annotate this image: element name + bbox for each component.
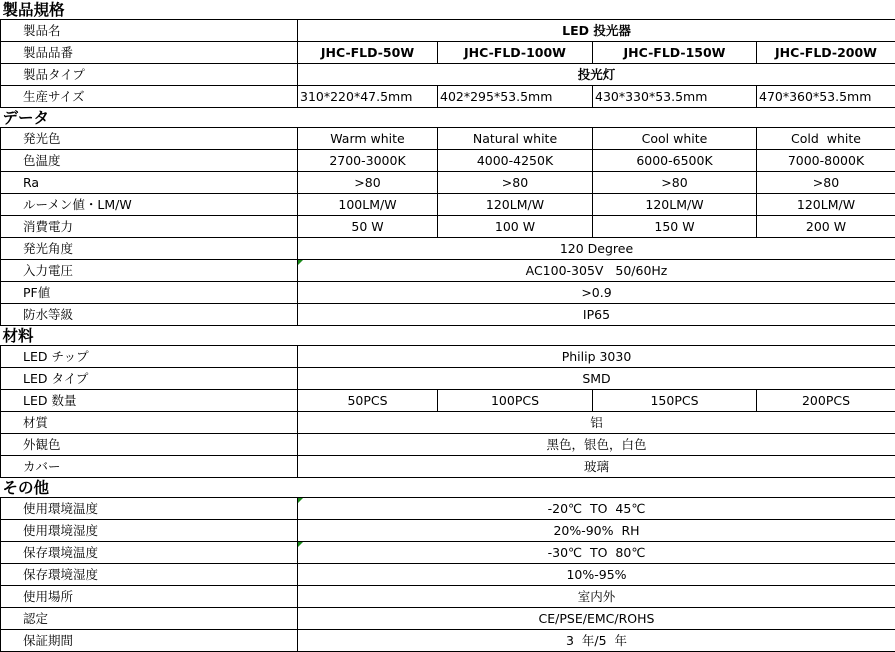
section-title: 製品規格 xyxy=(1,0,895,20)
value-cell: 黑色，银色，白色 xyxy=(298,434,895,456)
value-cell: 150 W xyxy=(593,216,757,238)
row-label: 製品タイプ xyxy=(1,64,298,86)
table-row xyxy=(1,172,895,194)
table-row xyxy=(1,128,895,150)
table-row xyxy=(1,412,895,434)
table-row xyxy=(1,608,895,630)
value-cell: >0.9 xyxy=(298,282,895,304)
value-cell: 100 W xyxy=(438,216,593,238)
value-cell: 2700-3000K xyxy=(298,150,438,172)
value-cell: 3 年/5 年 xyxy=(298,630,895,652)
row-label: 発光色 xyxy=(1,128,298,150)
row-label: ルーメン値・LM/W xyxy=(1,194,298,216)
row-label: 使用場所 xyxy=(1,586,298,608)
value-cell: 100PCS xyxy=(438,390,593,412)
value-cell: -20℃ TO 45℃ xyxy=(298,498,895,520)
value-cell: >80 xyxy=(593,172,757,194)
section-title: データ xyxy=(1,108,895,128)
value-cell: SMD xyxy=(298,368,895,390)
value-cell: 150PCS xyxy=(593,390,757,412)
row-label: 生産サイズ xyxy=(1,86,298,108)
table-row xyxy=(1,304,895,326)
row-label: 防水等級 xyxy=(1,304,298,326)
value-cell: IP65 xyxy=(298,304,895,326)
size-cell: 402*295*53.5mm xyxy=(438,86,593,108)
row-label: LED 数量 xyxy=(1,390,298,412)
table-row xyxy=(1,542,895,564)
table-row xyxy=(1,368,895,390)
value-cell: Cool white xyxy=(593,128,757,150)
size-cell: 430*330*53.5mm xyxy=(593,86,757,108)
row-label: 入力電圧 xyxy=(1,260,298,282)
value-cell: AC100-305V 50/60Hz xyxy=(298,260,895,282)
size-cell: 310*220*47.5mm xyxy=(298,86,438,108)
row-label: カバー xyxy=(1,456,298,478)
table-row xyxy=(1,282,895,304)
value-cell: CE/PSE/EMC/ROHS xyxy=(298,608,895,630)
model-cell: JHC-FLD-50W xyxy=(298,42,438,64)
table-row xyxy=(1,20,895,42)
table-row xyxy=(1,586,895,608)
value-cell: >80 xyxy=(298,172,438,194)
row-label: 使用環境温度 xyxy=(1,498,298,520)
value-cell: Philip 3030 xyxy=(298,346,895,368)
section-title: その他 xyxy=(1,478,895,498)
value-cell: -30℃ TO 80℃ xyxy=(298,542,895,564)
row-label: 製品品番 xyxy=(1,42,298,64)
value-cell: 120 Degree xyxy=(298,238,895,260)
value-cell: 4000-4250K xyxy=(438,150,593,172)
table-row xyxy=(1,434,895,456)
table-row xyxy=(1,346,895,368)
section-header-material xyxy=(1,326,895,346)
row-label: 認定 xyxy=(1,608,298,630)
value-cell: 120LM/W xyxy=(593,194,757,216)
table-row xyxy=(1,260,895,282)
value-cell: >80 xyxy=(438,172,593,194)
section-header-other xyxy=(1,478,895,498)
table-row xyxy=(1,64,895,86)
value-cell: 120LM/W xyxy=(438,194,593,216)
value-cell: 200PCS xyxy=(757,390,895,412)
value-cell: Warm white xyxy=(298,128,438,150)
value-cell: 7000-8000K xyxy=(757,150,895,172)
row-label: 消費電力 xyxy=(1,216,298,238)
row-label: 材質 xyxy=(1,412,298,434)
row-label: 使用環境湿度 xyxy=(1,520,298,542)
value-cell: Natural white xyxy=(438,128,593,150)
value-cell: 200 W xyxy=(757,216,895,238)
row-label: 外観色 xyxy=(1,434,298,456)
row-label: 色温度 xyxy=(1,150,298,172)
row-label: 保証期間 xyxy=(1,630,298,652)
row-label: 保存環境温度 xyxy=(1,542,298,564)
row-label: LED チップ xyxy=(1,346,298,368)
value-cell: 6000-6500K xyxy=(593,150,757,172)
model-cell: JHC-FLD-150W xyxy=(593,42,757,64)
table-row xyxy=(1,216,895,238)
table-row xyxy=(1,86,895,108)
table-row xyxy=(1,630,895,652)
table-row xyxy=(1,238,895,260)
row-label: PF値 xyxy=(1,282,298,304)
row-label: Ra xyxy=(1,172,298,194)
value-cell: 20%-90% RH xyxy=(298,520,895,542)
value-cell: 玻璃 xyxy=(298,456,895,478)
value-cell: 120LM/W xyxy=(757,194,895,216)
size-cell: 470*360*53.5mm xyxy=(757,86,895,108)
section-title: 材料 xyxy=(1,326,895,346)
table-row xyxy=(1,456,895,478)
product-type-value: 投光灯 xyxy=(298,64,895,86)
table-row xyxy=(1,150,895,172)
value-cell: 50 W xyxy=(298,216,438,238)
model-cell: JHC-FLD-100W xyxy=(438,42,593,64)
table-row xyxy=(1,194,895,216)
section-header-data xyxy=(1,108,895,128)
section-header-spec xyxy=(1,0,895,20)
value-cell: 铝 xyxy=(298,412,895,434)
table-row xyxy=(1,520,895,542)
row-label: 保存環境湿度 xyxy=(1,564,298,586)
value-cell: 50PCS xyxy=(298,390,438,412)
row-label: 発光角度 xyxy=(1,238,298,260)
value-cell: Cold white xyxy=(757,128,895,150)
value-cell: 100LM/W xyxy=(298,194,438,216)
table-row xyxy=(1,390,895,412)
row-label: 製品名 xyxy=(1,20,298,42)
table-row xyxy=(1,498,895,520)
value-cell: 10%-95% xyxy=(298,564,895,586)
row-label: LED タイプ xyxy=(1,368,298,390)
table-row xyxy=(1,42,895,64)
model-cell: JHC-FLD-200W xyxy=(757,42,895,64)
value-cell: >80 xyxy=(757,172,895,194)
value-cell: 室内外 xyxy=(298,586,895,608)
product-name-value: LED 投光器 xyxy=(298,20,895,42)
table-row xyxy=(1,564,895,586)
